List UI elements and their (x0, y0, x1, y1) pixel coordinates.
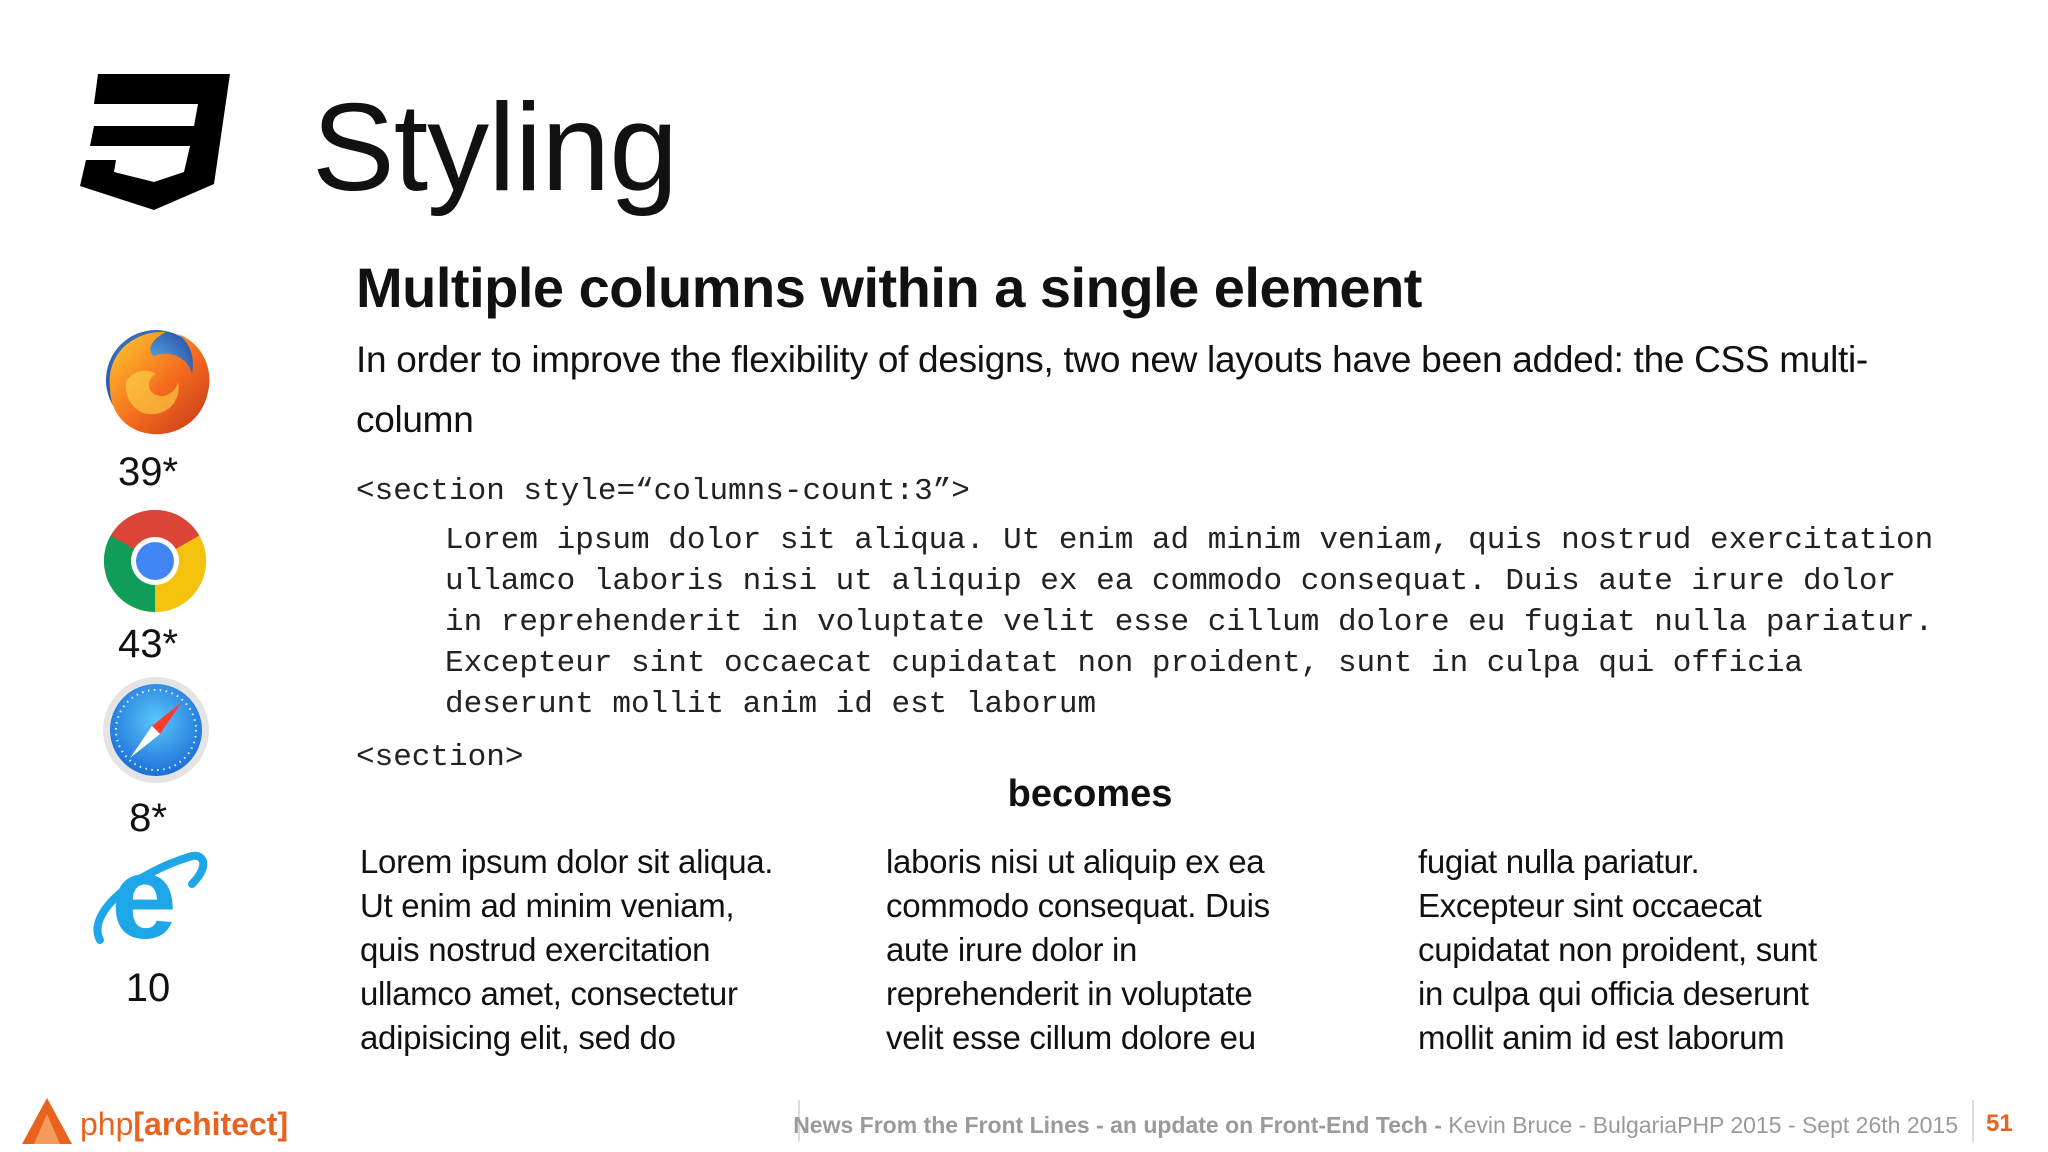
slide-title: Styling (312, 79, 678, 217)
footer-details: Kevin Bruce - BulgariaPHP 2015 - Sept 26th 2015 (1448, 1112, 1958, 1138)
brand-name (80, 1104, 288, 1144)
footer-talk-title: News From the Front Lines - an update on Front-End Tech - (793, 1112, 1449, 1138)
becomes-label: becomes (1007, 773, 1173, 815)
svg-text:e: e (111, 844, 177, 956)
slide-number: 51 (1986, 1110, 2013, 1137)
browser-version-chrome: 43* (117, 622, 179, 666)
browser-version-firefox: 39* (117, 450, 179, 494)
footer-text (793, 1110, 1958, 1140)
brand-prefix: php (80, 1106, 134, 1142)
css3-logo-icon (80, 74, 230, 210)
php-architect-logo-icon (20, 1096, 74, 1146)
column-3: fugiat nulla pariatur. Excepteur sint occaecat cupidatat non proident, sunt in culpa qui officia deserunt mollit anim id est laborum (1418, 843, 1817, 1056)
column-2: laboris nisi ut aliquip ex ea commodo consequat. Duis aute irure dolor in reprehenderit in voluptate velit esse cillum dolore eu (886, 843, 1270, 1056)
brand-architect: [architect] (133, 1106, 289, 1142)
safari-icon (102, 676, 210, 784)
firefox-icon (96, 322, 216, 442)
browser-version-internet-explorer: 10 (125, 966, 171, 1010)
code-open-tag: <section style=“columns-count:3”> (356, 474, 970, 509)
column-1: Lorem ipsum dolor sit aliqua. Ut enim ad minim veniam, quis nostrud exercitation ullamco amet, consectetur adipisicing elit, sed do (360, 843, 774, 1056)
section-heading: Multiple columns within a single element (356, 256, 1422, 319)
code-close-tag: <section> (356, 740, 524, 775)
intro-text: In order to improve the flexibility of designs, two new layouts have been added: the CSS multi-column (356, 339, 1868, 440)
internet-explorer-icon (92, 844, 208, 956)
chrome-icon (102, 508, 208, 614)
footer-divider-right (1972, 1100, 1974, 1142)
browser-version-safari: 8* (129, 796, 167, 840)
code-body: Lorem ipsum dolor sit aliqua. Ut enim ad minim veniam, quis nostrud exercitation ullamco laboris nisi ut aliquip ex ea commodo consequat. Duis aute irure dolor in reprehenderit in voluptate velit esse cillum dolore eu fugiat nulla pariatur. Excepteur sint occaecat cupidatat non proident, sunt in culpa qui officia deserunt mollit anim id est laborum (445, 523, 1934, 722)
